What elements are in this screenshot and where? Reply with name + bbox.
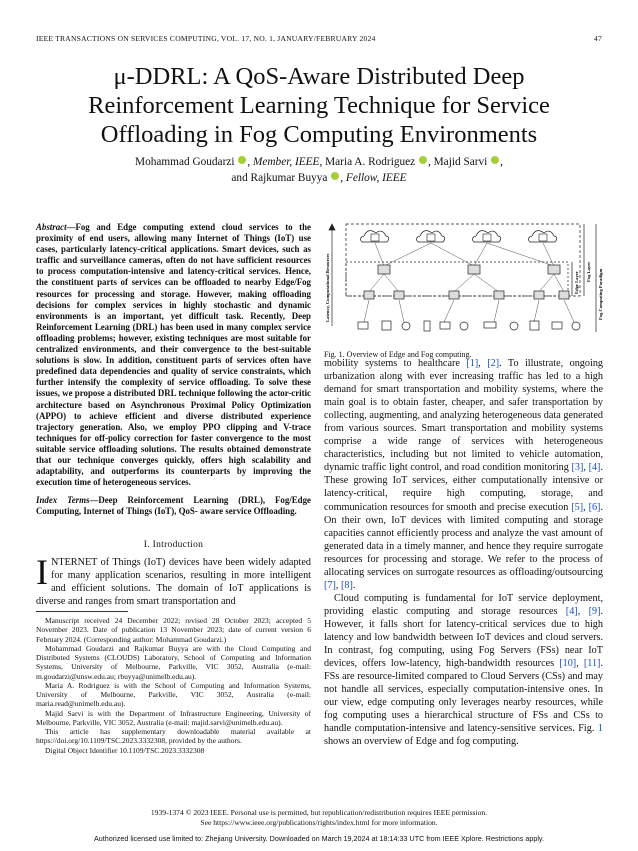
citation-link[interactable]: [4] <box>565 605 578 617</box>
citation-link[interactable]: [11] <box>583 658 601 670</box>
server-icon <box>371 234 547 241</box>
footnote: Manuscript received 24 December 2022; revised 28 October 2023; accepted 5 November 2023. Date of publication 13 November 2023; date of current version 6 February 2024. (Corresponding author: Mohammad Goudarzi.) <box>36 616 311 644</box>
abstract <box>36 222 311 488</box>
body-text: . On their own, IoT devices with limited computing and storage capacities cannot efficiently process and analyze the vast amount of generated data in a timely manner, and hence they require surrogate resources for processing and storage. We refer to the process of allocating services on surrogate resources as offloading/outsourcing <box>324 501 603 578</box>
citation-link[interactable]: [2] <box>487 358 500 369</box>
page-number: 47 <box>594 34 602 43</box>
orcid-icon[interactable] <box>331 172 339 180</box>
paradigm-label: Fog Computing Paradigm <box>598 268 603 320</box>
footnote: Maria A. Rodriguez is with the School of Computing and Information Systems, University of Melbourne, Parkville, VIC 3052, Australia (e-mail: maria.read@unimelb.edu.au). <box>36 680 311 709</box>
journal-header: IEEE TRANSACTIONS ON SERVICES COMPUTING, VOL. 17, NO. 1, JANUARY/FEBRUARY 2024 <box>36 34 376 43</box>
citation-link[interactable]: [7] <box>324 579 336 591</box>
paper-title: μ-DDRL: A QoS-Aware Distributed Deep Reinforcement Learning Technique for Service Offloading in Fog Computing Environments <box>88 63 550 148</box>
iot-device-icon <box>358 321 580 331</box>
index-terms <box>36 495 311 517</box>
copyright-notice <box>40 808 598 828</box>
citation-link[interactable]: [8] <box>340 579 353 591</box>
footnote: Digital Object Identifier 10.1109/TSC.2023.3332308 <box>45 745 205 755</box>
citation-link[interactable]: [6] <box>588 501 601 513</box>
body-text: shows an overview of Edge and fog computing. <box>324 736 519 748</box>
footnote: Mohammad Goudarzi and Rajkumar Buyya are with the Cloud Computing and Distributed Systems (CLOUDS) Laboratory, School of Computing and Information Systems, University of Melbourne, Parkville, VIC 3052, Australia (e-mail: m.goudarzi@unsw.edu.au; rbuyya@unimelb.edu.au). <box>36 643 311 681</box>
body-text: . FSs are resource-limited compared to Cloud Servers (CSs) and may not handle all services, especially computation-intensive ones. In our view, edge computing only leverages nearby resources, while fog computing uses a hierarchical structure of FSs and CSs to handle computation-intensive and latency-sensitive services. Fig. <box>324 658 604 735</box>
copyright-line: See https://www.ieee.org/publications/rights/index.html for more information. <box>200 818 438 828</box>
intro-text: NTERNET of Things (IoT) devices have been widely adapted for many application scenarios, resulting in more intelligent and efficient solutions. The domain of IoT applications is diverse and ranges from smart transportation and <box>36 557 311 607</box>
body-text: . However, it falls short for latency-critical services due to high latency and low bandwidth between IoT devices and cloud servers. In contrast, fog computing, using Fog Servers (FSs) near IoT devices, offers low-latency, high-bandwidth resources <box>324 605 604 670</box>
body-text: mobility systems to healthcare <box>324 358 467 369</box>
author-name: , Maria A. Rodriguez <box>319 156 416 168</box>
edge-layer-label: Edge Layer <box>574 271 579 294</box>
body-text: . These growing IoT services, either computationally intensive or latency-critical, require high computing, storage, and communication resources for smooth and precise execution <box>324 462 603 513</box>
footnotes <box>36 616 311 755</box>
paragraph <box>324 357 603 592</box>
body-text: . To illustrate, ongoing urbanization along with ever increasing traffic has led to a high demand for smart transportation and mobility systems, where the main goal is to obtain faster, cheaper, and safer transportation by collecting, augmenting, and analyzing heterogeneous data generated from various sources. Smart transportation and mobility systems comprise a wide range of services with heterogeneous characteristics, including but not limited to vehicle automation, dynamic traffic light control, and road condition monitoring <box>324 358 604 474</box>
citation-link[interactable]: [10] <box>559 658 577 670</box>
orcid-icon[interactable] <box>491 156 499 164</box>
figure-caption: Fig. 1. Overview of Edge and Fog computing. <box>324 350 472 359</box>
author-separator: , <box>500 156 503 168</box>
copyright-line: 1939-1374 © 2023 IEEE. Personal use is permitted, but republication/redistribution requires IEEE permission. <box>150 808 488 817</box>
footnote: This article has supplementary downloadable material available at https://doi.org/10.1109/TSC.2023.3332308, provided by the authors. <box>36 727 311 746</box>
body-text: , <box>576 658 584 670</box>
footnote-rule <box>36 611 128 612</box>
right-column-text <box>324 357 603 748</box>
author-name: and Rajkumar Buyya <box>231 172 328 184</box>
author-name: , Majid Sarvi <box>427 156 488 168</box>
author-list <box>40 154 598 186</box>
intro-paragraph <box>36 552 311 608</box>
network-links <box>364 243 574 322</box>
citation-link[interactable]: [3] <box>571 462 584 474</box>
drop-cap: I <box>36 552 48 592</box>
cloud-icon <box>360 231 556 242</box>
citation-link[interactable]: [5] <box>571 501 584 513</box>
author-title: , Member, IEEE <box>247 156 320 168</box>
body-text: , <box>577 605 589 617</box>
abstract-text: —Fog and Edge computing extend cloud services to the proximity of end users, allowing many Internet of Things (IoT) use cases, particularly latency-critical applications. Smart devices, such as traffic and surveillance cameras, often do not have sufficient resources to process computation-intensive and latency-critical services. Hence, the constituent parts of services can be offloaded to nearby Edge/Fog resources for processing and storage. However, making offloading decisions for complex services in highly stochastic and dynamic environments is an important, yet difficult task. Recently, Deep Reinforcement Learning (DRL) has been used in many complex service offloading problems; however, existing techniques are most suitable for centralized environments, and their convergence to the best-suitable solutions is slow. In addition, constituent parts of services often have predefined data dependencies and quality of service constraints, which further intensify the complexity of service offloading. To solve these issues, we propose a distributed DRL technique following the actor-critic architecture based on Asynchronous Proximal Policy Optimization (APPO) to achieve efficient and diverse distributed experience trajectory generation. Also, we employ PPO clipping and V-trace techniques for off-policy correction for faster convergence to the most suitable service offloading solutions. The results obtained demonstrate that our technique converges quickly, offers high scalability and adaptability, and outperforms its counterparts by improving the execution time of heterogeneous services. <box>36 222 311 488</box>
section-heading: I. Introduction <box>143 540 204 550</box>
orcid-icon[interactable] <box>419 156 427 164</box>
orcid-icon[interactable] <box>238 156 246 164</box>
index-terms-label: Index Terms <box>36 495 90 505</box>
axis-arrow-icon <box>329 224 335 230</box>
body-text: , <box>478 358 488 369</box>
figure-edge-fog-overview <box>324 222 603 340</box>
figure-y-label: Latency, Computational Resources <box>325 253 330 322</box>
citation-link[interactable]: 1 <box>597 723 603 735</box>
body-text: , <box>335 579 341 591</box>
body-text: , <box>583 462 589 474</box>
author-title: , Fellow, IEEE <box>340 172 407 184</box>
citation-link[interactable]: [9] <box>588 605 601 617</box>
paragraph <box>324 592 603 749</box>
index-terms-text: —Deep Reinforcement Learning (DRL), Fog/Edge Computing, Internet of Things (IoT), QoS- aware service Offloading. <box>36 495 311 517</box>
abstract-label: Abstract <box>36 222 67 232</box>
footnote: Majid Sarvi is with the Department of Infrastructure Engineering, University of Melbourne, Parkville, VIC 3052, Australia (e-mail: majid.sarvi@unimelb.edu.au). <box>36 708 311 727</box>
citation-link[interactable]: [1] <box>466 358 479 369</box>
citation-link[interactable]: [4] <box>588 462 601 474</box>
fog-layer-label: Fog Layer <box>586 261 591 282</box>
body-text: . <box>352 579 356 591</box>
body-text: Cloud computing is fundamental for IoT service deployment, providing elastic computing and storage resources <box>324 592 603 617</box>
author-name: Mohammad Goudarzi <box>135 156 235 168</box>
fog-node-icon <box>364 265 569 299</box>
running-header <box>36 34 602 43</box>
license-notice: Authorized licensed use limited to: Zhejiang University. Downloaded on March 19,2024 at 18:14:33 UTC from IEEE Xplore. Restrictions apply. <box>94 834 544 843</box>
body-text: , <box>583 501 589 513</box>
